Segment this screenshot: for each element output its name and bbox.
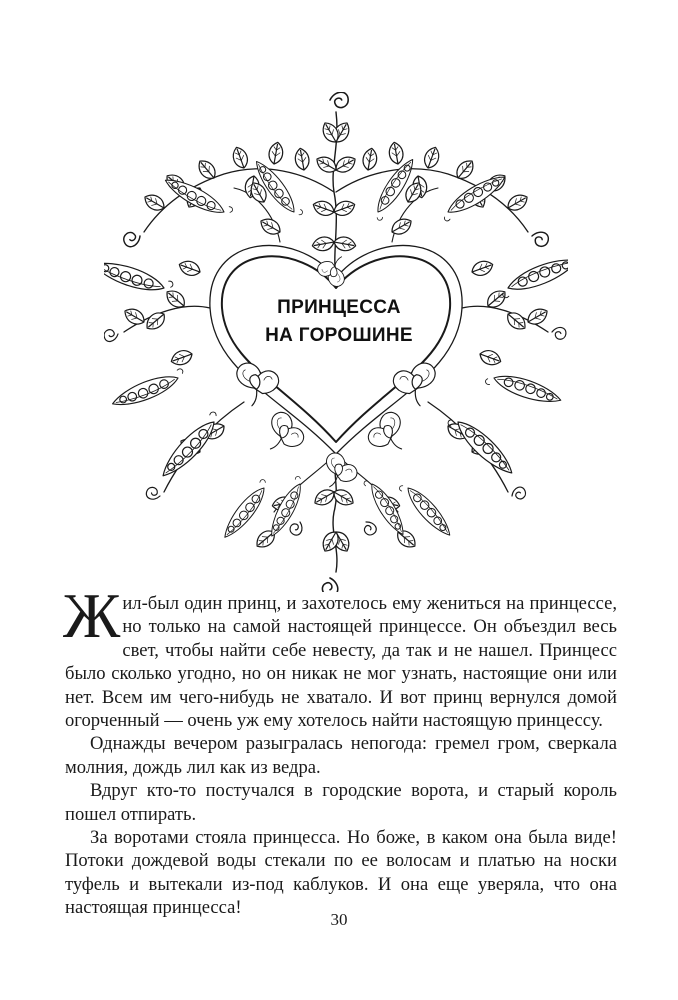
page-number: 30: [330, 910, 348, 929]
paragraph-4: За воротами стояла принцесса. Но боже, в каком она была виде! Потоки дождевой воды стекали по ее волосам и платью на носки туфель и вытекали из-под каблуков. И она еще уверяла, что она настоящая принцесса!: [65, 827, 617, 919]
story-title: [239, 294, 439, 350]
story-text: [63, 580, 617, 920]
paragraph-3: Вдруг кто-то постучался в городские ворота, и старый король пошел отпирать.: [65, 780, 617, 825]
title-line-1: ПРИНЦЕССА: [277, 297, 401, 318]
paragraph-1: [63, 580, 617, 732]
drop-cap: Ж: [63, 580, 121, 651]
title-line-2: НА ГОРОШИНЕ: [265, 325, 413, 346]
paragraph-2: Однажды вечером разыгралась непогода: гремел гром, сверкала молния, дождь лил как из ведра.: [65, 733, 617, 778]
paragraph-1-text: ил-был один принц, и захотелось ему жениться на принцессе, но только на самой настоящей принцессе. Он объездил весь свет, чтобы найти себе невесту, да так и не нашел. Принцесс было сколько угодно, но он никак не мог узнать, настоящие они или нет. Всем им чего-нибудь не хватало. И вот принц вернулся домой огорченный — очень уж ему хотелось найти настоящую принцессу.: [65, 593, 617, 732]
